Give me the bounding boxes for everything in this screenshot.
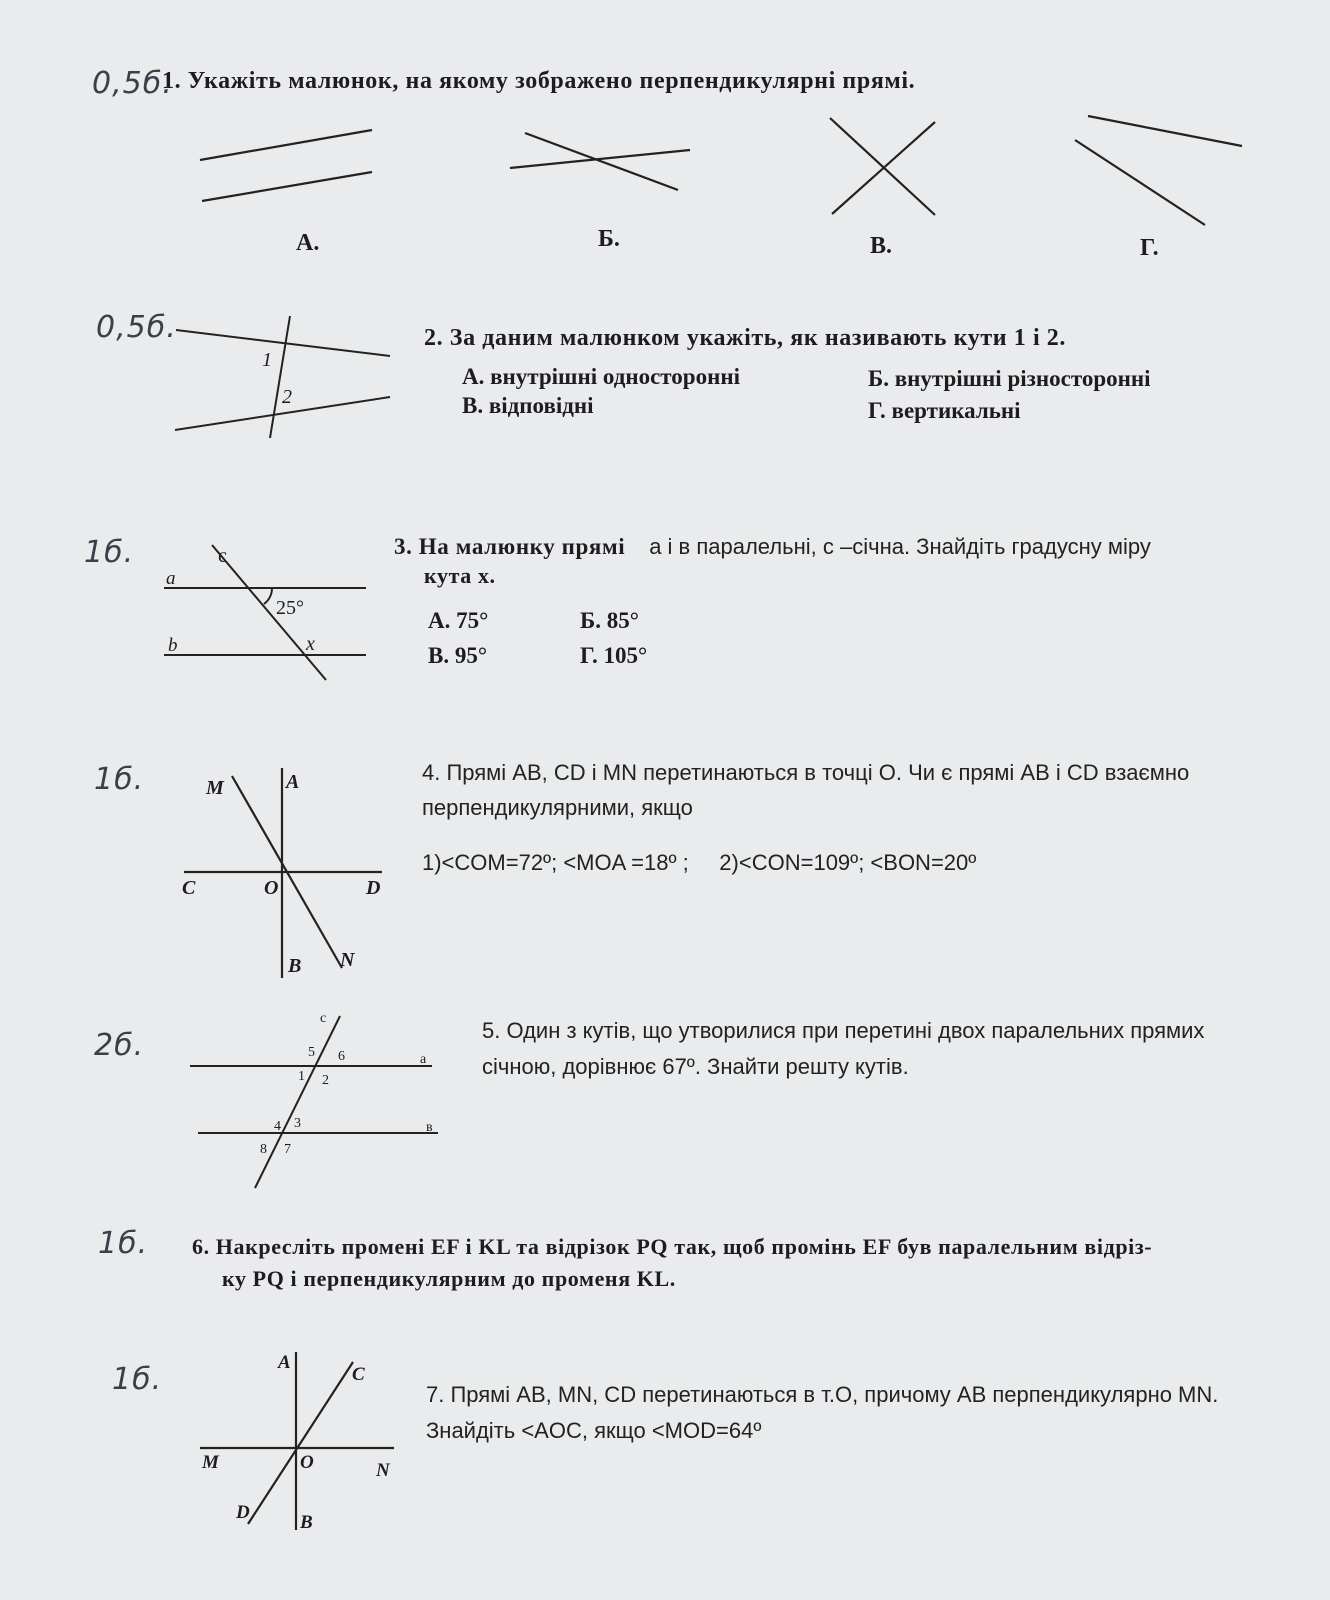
q3-option-g: Г. 105°: [580, 643, 648, 668]
q3-option-b: Б. 85°: [580, 608, 639, 633]
q4-label-c: C: [182, 877, 196, 899]
q1-g-line-1: [1088, 116, 1242, 146]
q2-angle-2: 2: [282, 386, 292, 408]
q1-text: 1. Укажіть малюнок, на якому зображено перпендикулярні прямі.: [162, 68, 916, 94]
q5-angle-3: 3: [294, 1116, 301, 1131]
score-q5: 2б.: [94, 1028, 145, 1063]
q5-angle-8: 8: [260, 1142, 267, 1157]
q5-angle-2: 2: [322, 1073, 329, 1088]
q1-label-b: Б.: [598, 226, 620, 252]
q5-line1: 5. Один з кутів, що утворилися при перетині двох паралельних прямих: [482, 1018, 1205, 1043]
q1-label-v: В.: [870, 233, 893, 259]
q2-option-v: В. відповідні: [462, 393, 594, 418]
q5-angle-7: 7: [284, 1142, 291, 1157]
q7-line1: 7. Прямі AB, MN, CD перетинаються в т.О, причому AB перпендикулярно MN.: [426, 1382, 1219, 1407]
q4-label-b: B: [288, 955, 302, 977]
q7-label-b: B: [300, 1512, 313, 1533]
score-q3: 1б.: [84, 535, 135, 570]
q7-label-a: A: [278, 1352, 291, 1373]
q5-angle-6: 6: [338, 1049, 345, 1064]
q1-b-line-1: [510, 150, 690, 168]
q1-g-line-2: [1075, 140, 1205, 225]
q3-text-bold: 3. На малюнку прямі: [394, 534, 626, 559]
score-q4: 1б.: [94, 762, 145, 797]
q5-angle-1: 1: [298, 1069, 305, 1084]
q2-option-g: Г. вертикальні: [868, 398, 1021, 423]
q5-label-a: a: [420, 1052, 427, 1067]
q3-option-a: А. 75°: [428, 608, 489, 633]
q3-option-v: В. 95°: [428, 643, 488, 668]
q3-angle: 25°: [276, 597, 304, 619]
q2-angle-1: 1: [262, 349, 272, 371]
q7-label-o: O: [300, 1452, 314, 1473]
q5-angle-4: 4: [274, 1119, 281, 1134]
q4-label-n: N: [340, 949, 355, 971]
q2-option-b: Б. внутрішні різносторонні: [868, 366, 1151, 391]
q7-figure: [0, 0, 420, 1560]
q7-label-d: D: [236, 1502, 250, 1523]
score-q1: 0,5б.: [92, 66, 173, 101]
q6-line2: ку PQ і перпендикулярним до променя KL.: [222, 1266, 676, 1291]
q3-label-b: b: [168, 635, 178, 656]
q7-label-n: N: [376, 1460, 390, 1481]
q3-text-rest: а і в паралельні, с –січна. Знайдіть градусну міру: [649, 534, 1151, 559]
q1-label-g: Г.: [1140, 235, 1159, 261]
q3-text-line1: [394, 534, 1151, 560]
q1-label-a: А.: [296, 230, 320, 256]
q5-label-c: c: [320, 1011, 327, 1026]
score-q2: 0,5б.: [96, 310, 177, 345]
score-q6: 1б.: [98, 1226, 149, 1261]
q7-label-m: M: [202, 1452, 219, 1473]
q5-line2: січною, дорівнює 67º. Знайти решту кутів.: [482, 1054, 909, 1079]
q3-angle-x: x: [306, 633, 315, 655]
q4-label-m: M: [206, 777, 224, 799]
q4-line3: 1)<COM=72º; <MOA =18º ; 2)<CON=109º; <BON=20º: [422, 850, 977, 875]
q4-label-o: O: [264, 877, 279, 899]
q6-line1: 6. Накресліть промені EF і KL та відрізок PQ так, щоб промінь EF був паралельним відріз-: [192, 1234, 1153, 1259]
q7-line2: Знайдіть <AOC, якщо <MOD=64º: [426, 1418, 762, 1443]
q4-line1: 4. Прямі AB, CD і MN перетинаються в точці О. Чи є прямі AB і CD взаємно: [422, 760, 1190, 785]
q5-angle-5: 5: [308, 1045, 315, 1060]
q3-label-c: c: [218, 545, 227, 567]
q2-option-a: А. внутрішні односторонні: [462, 364, 740, 389]
q4-label-a: A: [286, 771, 300, 793]
q7-label-c: C: [352, 1364, 365, 1385]
q3-label-a: a: [166, 568, 176, 589]
q1-b-line-2: [525, 133, 678, 190]
q3-text-line2: кута x.: [424, 563, 496, 588]
q4-label-d: D: [366, 877, 381, 899]
q4-line2: перпендикулярними, якщо: [422, 795, 693, 820]
score-q7: 1б.: [112, 1362, 163, 1397]
q2-text: 2. За даним малюнком укажіть, як називають кути 1 і 2.: [424, 325, 1067, 351]
q5-label-b: в: [426, 1120, 433, 1135]
